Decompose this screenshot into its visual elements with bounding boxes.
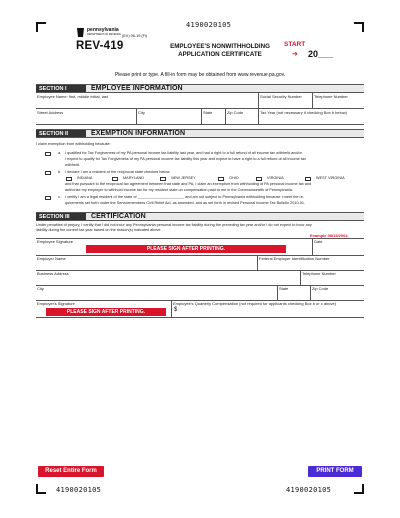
option-c-line2: quirements set forth under the Servicemembers Civil Relief Act, as amended, and as set forth in revised Personal Income Tax Bulletin 2010-01. <box>65 201 306 205</box>
logo-sub: DEPARTMENT OF REVENUE <box>87 33 121 36</box>
instructions: Please print or type. A fill-in form may be obtained from www.revenue.pa.gov. <box>114 72 286 78</box>
divider <box>312 93 313 108</box>
divider <box>225 108 226 124</box>
logo <box>76 27 126 39</box>
state-west-virginia: WEST VIRGINIA <box>316 176 345 180</box>
divider <box>277 285 278 301</box>
checkbox-b[interactable] <box>45 171 51 175</box>
checkbox-maryland[interactable] <box>112 177 118 181</box>
divider <box>258 108 259 124</box>
state-input[interactable] <box>202 115 225 122</box>
divider <box>36 124 364 125</box>
option-a-letter: a. <box>58 151 62 155</box>
employee-name-label: Employee Name: first, middle initial, last <box>37 94 108 99</box>
option-b-line3: authorize my employer to withhold income tax for my resident state on compensation paid to me in the Commonwealth of Pennsylvania. <box>65 188 293 192</box>
phone-label: Telephone Number <box>314 94 348 99</box>
divider <box>171 300 172 317</box>
section-2-header <box>36 129 364 138</box>
form-title-line1: EMPLOYEE'S NONWITHHOLDING <box>170 43 270 50</box>
business-zip-label: Zip Code <box>312 286 329 291</box>
form-number: REV-419 <box>76 40 124 52</box>
section-3-header <box>36 212 364 221</box>
option-b-line2: and that pursuant to the reciprocal tax agreement between that state and PA, I claim an exemption from withholding of PA personal income tax and <box>65 182 312 186</box>
section-2-title: EXEMPTION INFORMATION <box>91 130 186 137</box>
tax-year-input[interactable] <box>259 115 364 122</box>
divider <box>310 285 311 301</box>
business-state-label: State <box>279 286 289 291</box>
section-1-header <box>36 84 364 93</box>
business-address-input[interactable] <box>36 276 299 284</box>
form-title-line2: APPLICATION CERTIFICATE <box>178 51 262 58</box>
checkbox-new-jersey[interactable] <box>160 177 166 181</box>
divider <box>36 317 364 318</box>
crop-mark-top-left <box>36 22 46 32</box>
date-input[interactable] <box>313 245 364 253</box>
employee-name-input[interactable] <box>36 99 258 106</box>
city-input[interactable] <box>137 115 201 122</box>
option-b-line1: I declare I am a resident of the reciprocal state checked below: <box>65 170 171 174</box>
start-arrow-icon: ➜ <box>292 51 298 58</box>
print-form-button[interactable]: PRINT FORM <box>308 466 362 477</box>
business-phone-label: Telephone Number <box>302 271 336 276</box>
checkbox-c[interactable] <box>45 196 51 200</box>
section-1-tag: SECTION I <box>36 85 86 92</box>
option-a-line2: I expect to qualify for Tax Forgiveness of my PA personal income tax liability this year and expect to have a right to a full refund of all income tax <box>65 157 306 161</box>
street-label: Street Address <box>37 110 64 115</box>
section-1-title: EMPLOYEE INFORMATION <box>91 85 183 92</box>
quarterly-comp-input[interactable] <box>181 307 364 315</box>
logo-name: pennsylvania <box>87 27 119 33</box>
business-city-input[interactable] <box>36 291 276 299</box>
business-state-input[interactable] <box>278 291 310 299</box>
quarterly-comp-label: Employee's Quarterly Compensation (not required for applicants checking Box b or c above) <box>173 301 337 306</box>
employer-sign-banner: PLEASE SIGN AFTER PRINTING. <box>46 308 166 316</box>
state-maryland: MARYLAND <box>123 176 145 180</box>
checkbox-virginia[interactable] <box>256 177 262 181</box>
state-indiana: INDIANA <box>77 176 93 180</box>
dollar-sign: $ <box>174 307 178 313</box>
certification-line1: Under penalties of perjury, I certify that I did not incur any Pennsylvania personal income tax liability during the preceding tax year and/or I do not expect to incur any <box>36 223 312 227</box>
section-3-tag: SECTION III <box>36 213 86 220</box>
business-address-label: Business Address <box>37 271 69 276</box>
employee-sign-banner: PLEASE SIGN AFTER PRINTING. <box>86 245 286 253</box>
fein-input[interactable] <box>258 261 364 269</box>
claim-text: I claim exemption from withholding because: <box>36 142 111 146</box>
fein-label: Federal Employer Identification Number <box>259 256 330 261</box>
crop-mark-bottom-right <box>354 484 364 494</box>
divider <box>36 108 364 109</box>
divider <box>258 93 259 108</box>
divider <box>257 255 258 271</box>
street-input[interactable] <box>36 115 136 122</box>
employer-name-label: Employer Name <box>37 256 66 261</box>
keystone-icon <box>76 28 85 38</box>
reset-form-button[interactable]: Reset Entire Form <box>38 466 104 477</box>
divider <box>201 108 202 124</box>
option-a-line1: I qualified for Tax Forgiveness of my PA personal income tax liability last year, and had a right to a full refund of all income tax withheld and/or <box>65 151 302 155</box>
tax-year-field[interactable]: 20___ <box>308 49 334 59</box>
crop-mark-top-right <box>354 22 364 32</box>
option-c-letter: c. <box>58 195 61 199</box>
state-ohio: OHIO <box>229 176 239 180</box>
ssn-label: Social Security Number <box>260 94 302 99</box>
state-new-jersey: NEW JERSEY <box>171 176 196 180</box>
checkbox-a[interactable] <box>45 152 51 156</box>
checkbox-ohio[interactable] <box>218 177 224 181</box>
form-code: (EX) 06-19 (FI) <box>122 34 148 38</box>
section-3-title: CERTIFICATION <box>91 213 146 220</box>
employee-signature-label: Employee Signature <box>37 239 74 244</box>
divider <box>136 108 137 124</box>
business-phone-input[interactable] <box>301 276 364 284</box>
phone-input[interactable] <box>313 99 364 106</box>
tax-year-label: Tax Year (not necessary if checking Box b below) <box>260 110 347 115</box>
option-a-line3: withheld. <box>65 163 80 167</box>
barcode-number-top: 4190020105 <box>186 21 232 29</box>
business-zip-input[interactable] <box>311 291 364 299</box>
section-2-tag: SECTION II <box>36 130 86 137</box>
barcode-number-bottom-left: 4190020105 <box>56 486 102 494</box>
business-city-label: City <box>37 286 44 291</box>
checkbox-indiana[interactable] <box>66 177 72 181</box>
city-label: City <box>138 110 145 115</box>
state-virginia: VIRGINIA <box>267 176 284 180</box>
date-label: Date <box>314 239 323 244</box>
zip-label: Zip Code <box>227 110 244 115</box>
option-c-line1: I certify I am a legal resident of the state of ______________________ and am not subject to Pennsylvania withholding because I meet the re- <box>65 195 305 199</box>
barcode-number-bottom-right: 4190020105 <box>286 486 332 494</box>
employer-name-input[interactable] <box>36 261 257 269</box>
zip-input[interactable] <box>226 115 258 122</box>
date-example: Example 08/15/2004 <box>310 233 348 238</box>
checkbox-west-virginia[interactable] <box>305 177 311 181</box>
divider <box>300 270 301 286</box>
employer-signature-label: Employer's Signature <box>37 301 75 306</box>
crop-mark-bottom-left <box>36 484 46 494</box>
start-label: START <box>284 41 306 48</box>
certification-line2: liability during the current tax year based on the reason(s) indicated above. <box>36 228 162 232</box>
divider <box>312 238 313 255</box>
option-b-letter: b. <box>58 170 62 174</box>
state-label: State <box>203 110 213 115</box>
ssn-input[interactable] <box>259 99 312 106</box>
